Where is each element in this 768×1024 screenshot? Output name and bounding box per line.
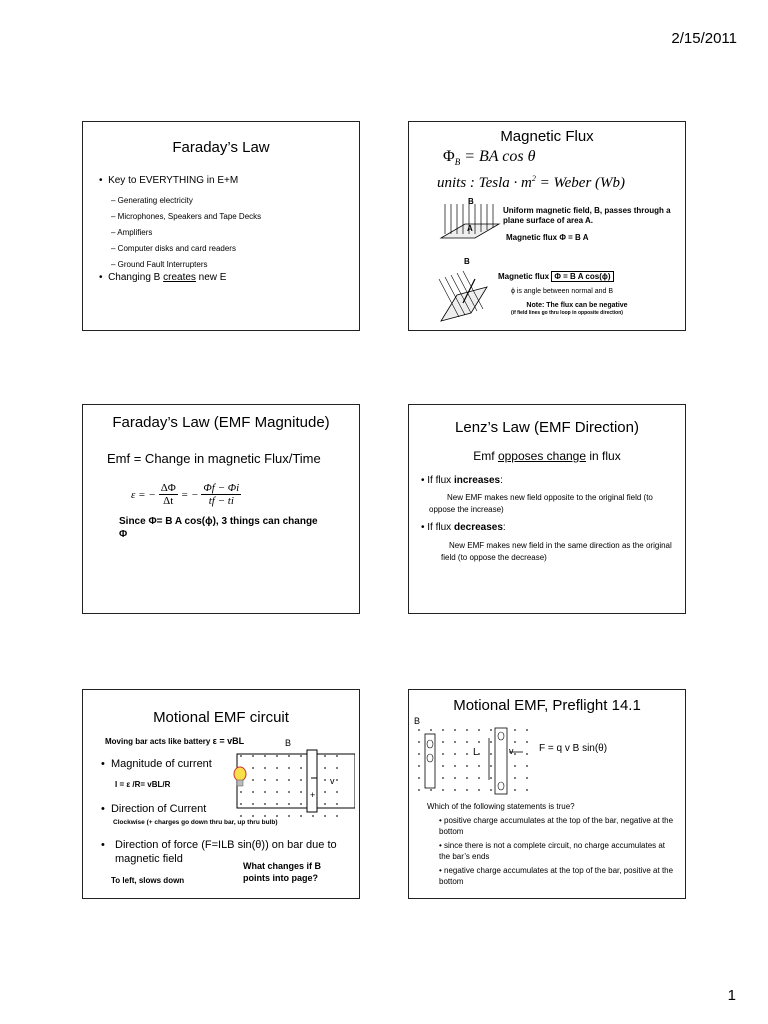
list-item: – Microphones, Speakers and Tape Decks (111, 212, 262, 221)
page-date: 2/15/2011 (671, 30, 737, 47)
list-item: – Generating electricity (111, 196, 193, 205)
bullet: • Magnitude of current (101, 758, 212, 770)
sub-bullet-list (111, 193, 261, 273)
question: Which of the following statements is true? (427, 802, 575, 811)
decrease-explanation: New EMF makes new field in the same direction as the original field (to oppose the decrease) (441, 541, 672, 562)
units-equation: units : Tesla · $m^2$ = Weber (Wb) (437, 174, 626, 191)
slide-title: Motional EMF, Preflight 14.1 (453, 697, 641, 714)
flux-definition: Magnetic flux Φ = B A (506, 233, 589, 242)
page-number: 1 (727, 987, 736, 1004)
a-label: A (467, 224, 473, 233)
slide-faradays-law-magnitude (82, 404, 360, 614)
negative-flux-note: Note: The flux can be negative (526, 302, 628, 309)
tilted-field-diagram (435, 265, 497, 325)
emf-definition: Emf = Change in magnetic Flux/Time (107, 451, 321, 466)
option-2[interactable]: • since there is not a complete circuit, no charge accumulates at the bar’s ends (439, 841, 666, 861)
bullet: • Direction of Current (101, 803, 207, 815)
slide-title: Faraday’s Law (EMF Magnitude) (112, 414, 330, 431)
slide-title: Magnetic Flux (500, 128, 594, 145)
velocity-label: v (330, 776, 335, 786)
b-label: B (468, 197, 474, 206)
bullet: • Direction of force (F=ILB sin(θ)) on bar due to magnetic field (101, 839, 337, 865)
uniform-field-description: Uniform magnetic field, B, passes through a plane surface of area A. (503, 206, 671, 225)
bullet: • If flux decreases: (421, 522, 506, 533)
bullet: • If flux increases: (421, 475, 503, 486)
flux-equation: $\Phi_B$ = BA cos θ (443, 148, 536, 168)
list-item: – Ground Fault Interrupters (111, 260, 208, 269)
bullet-text: Key to EVERYTHING in E+M (108, 175, 239, 186)
negative-flux-detail: (if field lines go thru loop in opposite direction) (511, 310, 623, 316)
list-item: – Amplifiers (111, 228, 153, 237)
into-page-question: What changes if B points into page? (243, 861, 322, 883)
angle-note: ϕ is angle between normal and B (511, 288, 613, 295)
slide-lenzs-law (408, 404, 686, 614)
slide-magnetic-flux (408, 121, 686, 331)
bullet: • Changing B creates new E (99, 272, 227, 283)
slide-motional-emf-circuit (82, 689, 360, 899)
slide-title: Lenz’s Law (EMF Direction) (455, 419, 639, 436)
three-things-note: Since Φ= B A cos(ϕ), 3 things can change Φ (119, 516, 318, 540)
bullet: • Key to EVERYTHING in E+M (99, 175, 239, 186)
b-label: B (464, 257, 470, 266)
svg-text:+: + (310, 790, 316, 800)
option-3[interactable]: • negative charge accumulates at the top of the bar, positive at the bottom (439, 866, 674, 886)
length-label: L (473, 747, 479, 758)
slide-faradays-law (82, 121, 360, 331)
force-answer: To left, slows down (111, 876, 185, 885)
slide-motional-emf-preflight (408, 689, 686, 899)
tilted-flux-label: Magnetic flux Φ = B A cos(ϕ) (498, 272, 614, 281)
emf-equation: ε = − $\frac{\Delta\Phi}{\Delta t}$ = − $\frac{\Phi f - \Phi i}{tf - ti}$ (131, 482, 240, 507)
b-label: B (285, 738, 292, 748)
battery-note: Moving bar acts like battery ε = vBL (105, 736, 245, 746)
list-item: – Computer disks and card readers (111, 244, 236, 253)
velocity-label: v (509, 746, 514, 756)
option-1[interactable]: • positive charge accumulates at the top of the bar, negative at the bottom (439, 816, 674, 836)
b-label: B (414, 716, 421, 726)
clockwise-note: Clockwise (+ charges go down thru bar, up thru bulb) (113, 819, 278, 826)
answer-options (439, 815, 675, 887)
lenz-statement: Emf opposes change in flux (473, 449, 621, 463)
increase-explanation: New EMF makes new field opposite to the original field (to oppose the increase) (429, 493, 653, 514)
circuit-diagram (231, 748, 355, 820)
slide-title: Faraday’s Law (172, 139, 270, 156)
current-equation: I = ε /R= vBL/R (115, 780, 171, 789)
bulb-icon (233, 766, 247, 788)
force-equation: F = q v B sin(θ) (539, 743, 608, 754)
moving-bar-diagram (413, 726, 537, 798)
slide-title: Motional EMF circuit (153, 709, 289, 726)
